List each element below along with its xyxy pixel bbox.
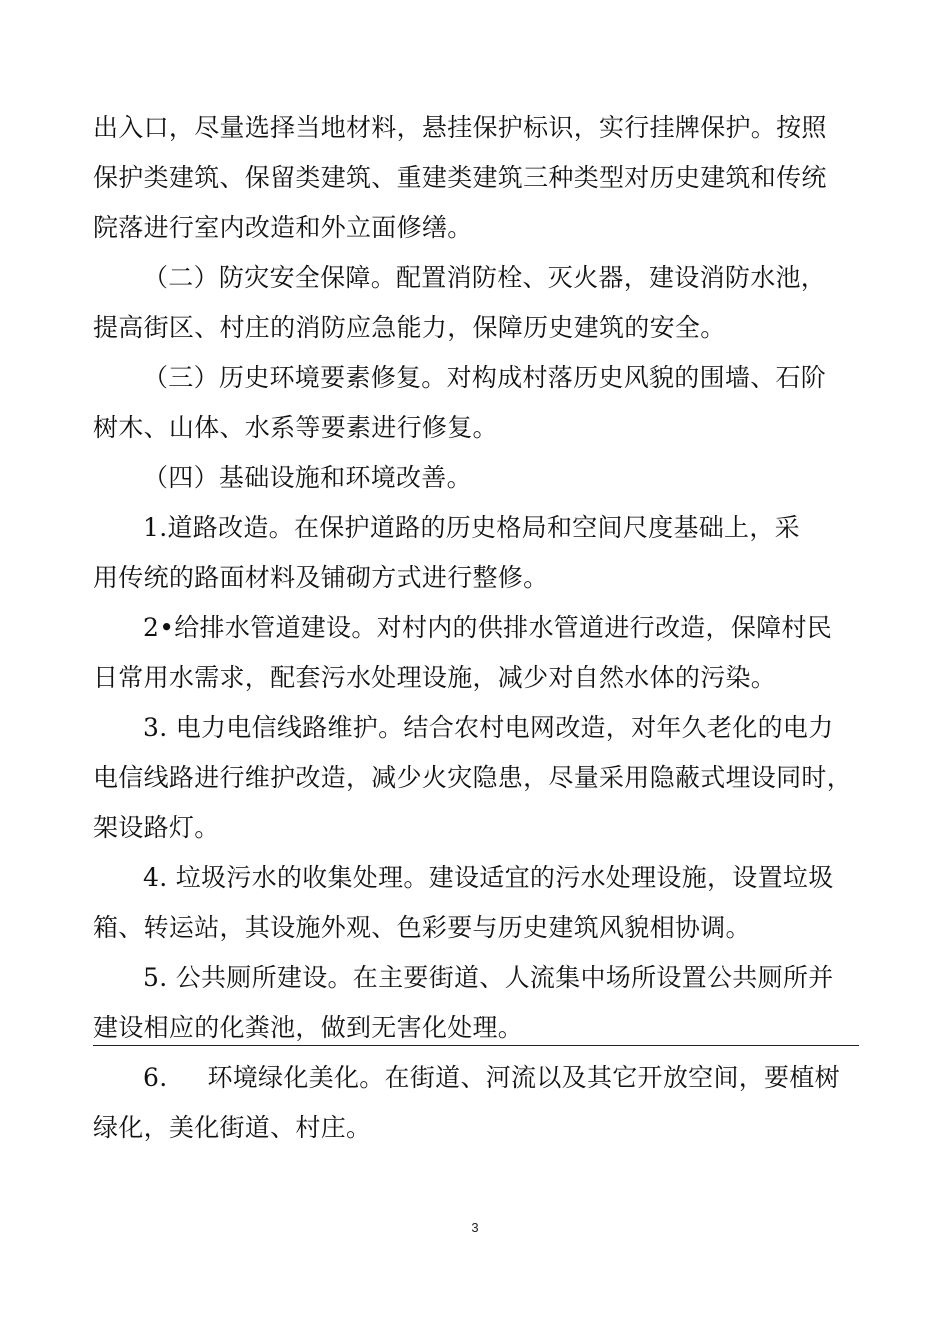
list-item-text: 环境绿化美化。在街道、河流以及其它开放空间，要植树 — [207, 1063, 840, 1092]
paragraph-line: 电信线路进行维护改造，减少火灾隐患，尽量采用隐蔽式埋设同时， — [93, 763, 853, 792]
list-item-line: 3. 电力电信线路维护。结合农村电网改造，对年久老化的电力 — [143, 713, 834, 742]
page-number: 3 — [471, 1220, 479, 1235]
list-item-line: 4. 垃圾污水的收集处理。建设适宜的污水处理设施，设置垃圾 — [143, 863, 834, 892]
paragraph-line: 出入口，尽量选择当地材料，悬挂保护标识，实行挂牌保护。按照 — [93, 113, 827, 142]
list-item-line: 5. 公共厕所建设。在主要街道、人流集中场所设置公共厕所并 — [143, 963, 834, 992]
paragraph-line: 用传统的路面材料及铺砌方式进行整修。 — [93, 563, 549, 592]
paragraph-line: 提高街区、村庄的消防应急能力，保障历史建筑的安全。 — [93, 313, 726, 342]
section-heading-line: （二）防灾安全保障。配置消防栓、灭火器，建设消防水池， — [143, 263, 827, 292]
section-heading-line: （四）基础设施和环境改善。 — [143, 463, 472, 492]
list-item-line: 1.道路改造。在保护道路的历史格局和空间尺度基础上，采 — [143, 513, 800, 542]
paragraph-line: 箱、转运站，其设施外观、色彩要与历史建筑风貌相协调。 — [93, 913, 751, 942]
list-item-line — [143, 1063, 840, 1093]
paragraph-line: 日常用水需求，配套污水处理设施，减少对自然水体的污染。 — [93, 663, 777, 692]
paragraph-line: 保护类建筑、保留类建筑、重建类建筑三种类型对历史建筑和传统 — [93, 163, 827, 192]
list-item-line: 2•给排水管道建设。对村内的供排水管道进行改造，保障村民 — [143, 613, 833, 642]
paragraph-line: 架设路灯。 — [93, 813, 220, 842]
section-heading-line: （三）历史环境要素修复。对构成村落历史风貌的围墙、石阶 — [143, 363, 827, 392]
paragraph-line: 绿化，美化街道、村庄。 — [93, 1113, 372, 1142]
paragraph-line: 建设相应的化粪池，做到无害化处理。 — [93, 1013, 524, 1042]
list-item-number: 6. — [143, 1063, 168, 1092]
paragraph-line: 院落进行室内改造和外立面修缮。 — [93, 213, 473, 242]
paragraph-line: 树木、山体、水系等要素进行修复。 — [93, 413, 498, 442]
horizontal-rule — [93, 1045, 859, 1046]
